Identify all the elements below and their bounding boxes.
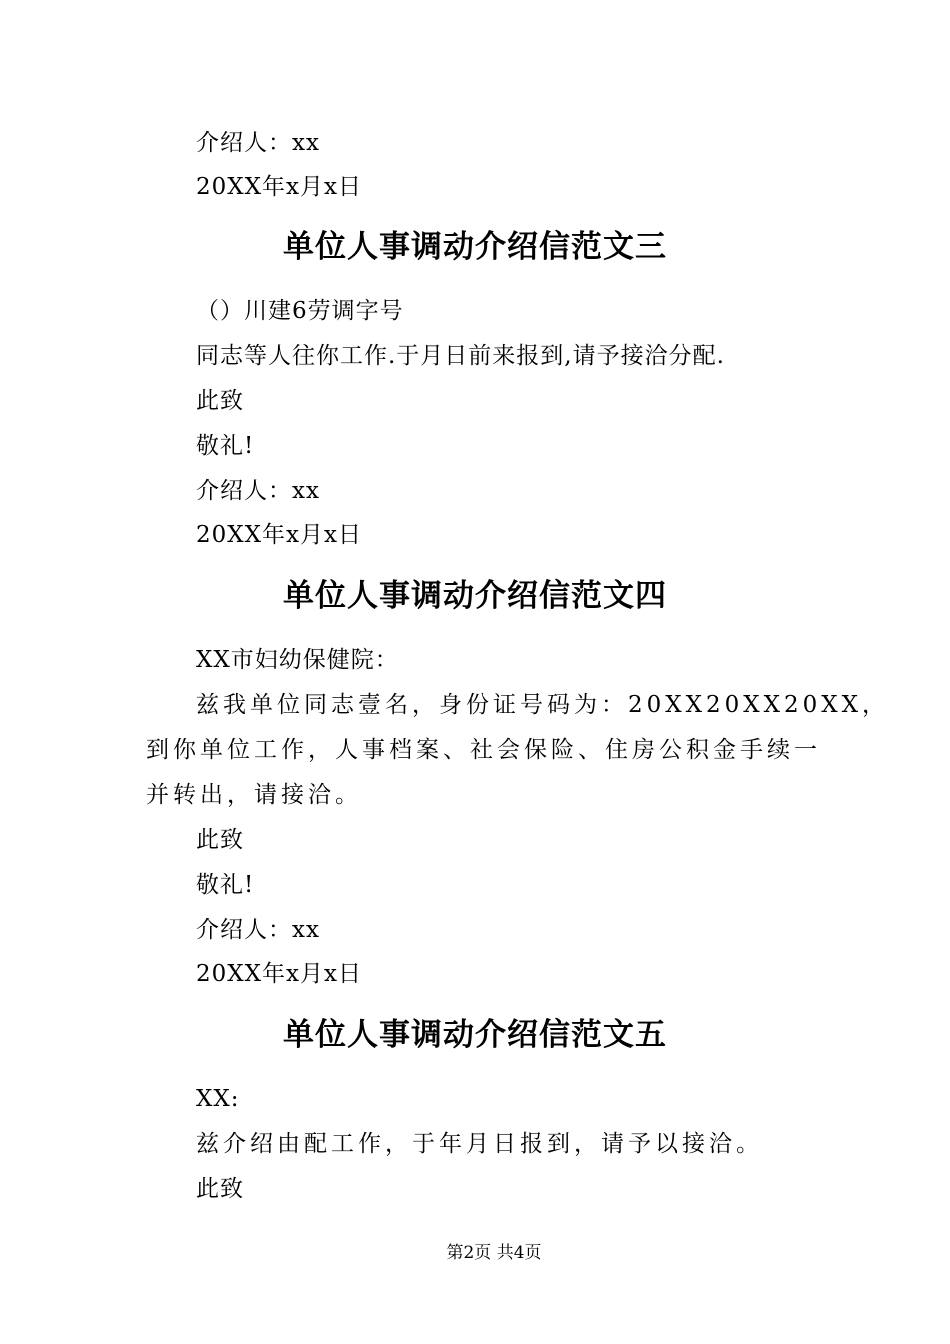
recipient-line: XX市妇幼保健院： xyxy=(196,647,399,673)
introducer-line: 介绍人：xx xyxy=(196,130,320,156)
section-title-4: 单位人事调动介绍信范文四 xyxy=(283,578,667,614)
reference-number: （）川建6劳调字号 xyxy=(196,298,404,324)
closing-line: 此致 xyxy=(196,1176,244,1202)
introducer-line: 介绍人：xx xyxy=(196,917,320,943)
closing-line: 此致 xyxy=(196,388,244,414)
closing-line: 此致 xyxy=(196,827,244,853)
introducer-line: 介绍人：xx xyxy=(196,478,320,504)
date-line: 20XX年x月x日 xyxy=(196,961,362,987)
section-title-5: 单位人事调动介绍信范文五 xyxy=(283,1017,667,1053)
date-line: 20XX年x月x日 xyxy=(196,174,362,200)
recipient-line: XX: xyxy=(196,1086,240,1112)
section-title-3: 单位人事调动介绍信范文三 xyxy=(283,229,667,265)
date-line: 20XX年x月x日 xyxy=(196,522,362,548)
letter-body: 同志等人往你工作.于月日前来报到,请予接洽分配. xyxy=(196,343,725,369)
salute-line: 敬礼! xyxy=(196,872,255,898)
page-footer: 第2页 共4页 xyxy=(446,1243,542,1263)
letter-body-line-2: 到你单位工作，人事档案、社会保险、住房公积金手续一 xyxy=(146,737,821,763)
letter-body-line-1: 兹我单位同志壹名，身份证号码为：20XX20XX20XX， xyxy=(196,692,890,718)
letter-body: 兹介绍由配工作，于年月日报到，请予以接洽。 xyxy=(196,1131,763,1157)
letter-body-line-3: 并转出，请接洽。 xyxy=(146,782,362,808)
salute-line: 敬礼! xyxy=(196,433,255,459)
